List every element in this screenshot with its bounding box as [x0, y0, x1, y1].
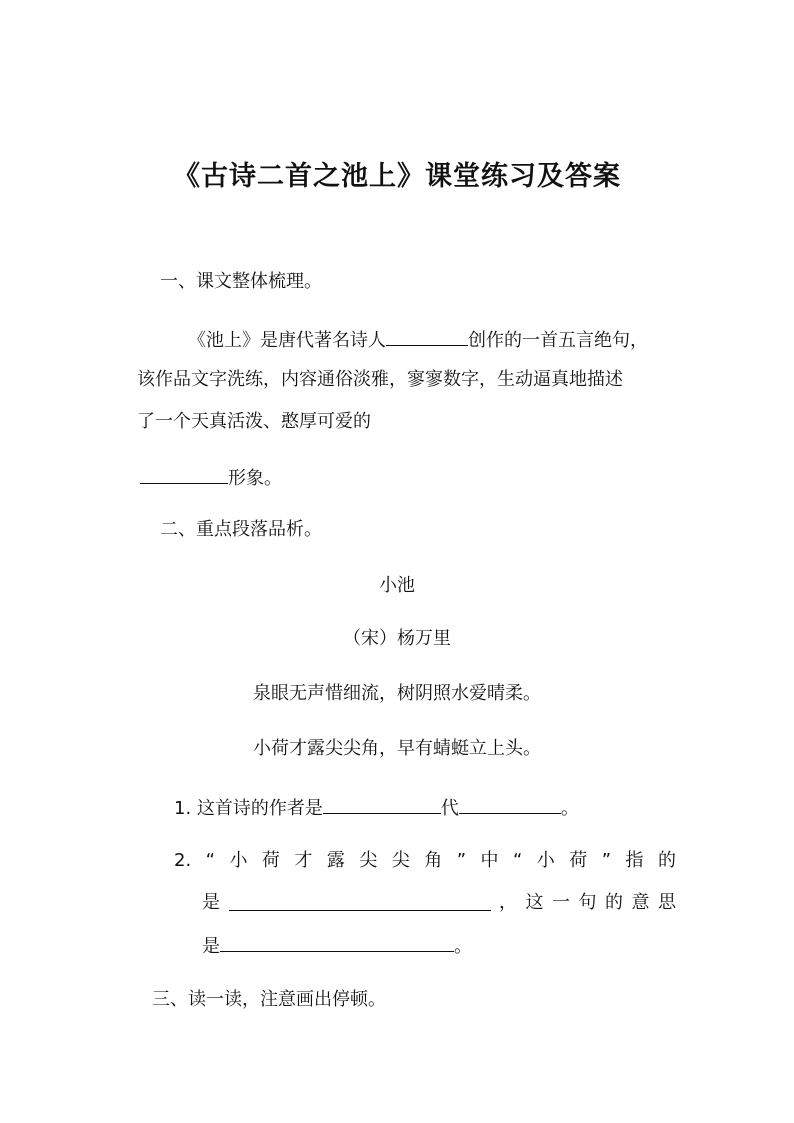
question-2-char: 意	[631, 892, 650, 913]
question-2-char: 荷	[261, 850, 280, 871]
question-2-char: 尖	[359, 850, 378, 871]
poem-title: 小池	[379, 575, 415, 596]
question-2-char: “	[205, 850, 215, 871]
answer-blank-dynasty[interactable]	[459, 794, 561, 814]
text-segment: 创作的一首五言绝句，	[468, 330, 648, 351]
text-segment: 。	[454, 936, 472, 957]
question-2-char: 才	[294, 850, 313, 871]
question-2-char: 的	[605, 892, 623, 913]
text-segment: 是	[202, 936, 220, 957]
page-title: 《古诗二首之池上》课堂练习及答案	[173, 161, 621, 192]
text-segment: 《池上》是唐代著名诗人	[188, 330, 386, 351]
question-2-char: 指	[625, 850, 644, 871]
question-2-char: 小	[536, 850, 555, 871]
answer-blank-author[interactable]	[323, 794, 441, 814]
section1-paragraph-line1	[188, 326, 648, 353]
section2-heading: 二、重点段落品析。	[160, 519, 322, 540]
section1-heading: 一、课文整体梳理。	[160, 271, 322, 292]
question-2-char: 荷	[569, 850, 588, 871]
question-2-line2	[202, 891, 676, 915]
text-segment: 形象。	[228, 468, 282, 489]
question-2-char: 思	[658, 892, 676, 913]
answer-blank-meaning[interactable]	[220, 932, 454, 952]
question-2-char: 角	[424, 850, 443, 871]
text-segment: 1. 这首诗的作者是	[174, 798, 323, 819]
question-2-char: “	[513, 850, 523, 871]
poem-line-1: 泉眼无声惜细流，树阴照水爱晴柔。	[253, 683, 541, 704]
answer-blank-poet[interactable]	[386, 326, 468, 346]
poem-line-2: 小荷才露尖尖角，早有蜻蜓立上头。	[253, 738, 541, 759]
question-2-char: 中	[480, 850, 499, 871]
question-2-char: ”	[456, 850, 467, 871]
question-2-line1	[174, 849, 676, 873]
text-segment: 是	[202, 892, 220, 913]
question-2-char: 的	[658, 850, 676, 871]
question-2-char: 尖	[391, 850, 410, 871]
question-2-line3	[202, 932, 472, 959]
question-2-char: ，	[499, 892, 517, 913]
answer-blank-image[interactable]	[140, 464, 228, 484]
text-segment: 代	[440, 798, 459, 819]
answer-blank-xiaohe[interactable]	[229, 891, 491, 911]
poem-author: （宋）杨万里	[343, 628, 451, 649]
question-1	[174, 794, 579, 821]
question-2-char: 小	[229, 850, 248, 871]
question-number: 2.	[174, 850, 192, 871]
question-2-char: 句	[578, 892, 597, 913]
question-2-char: 露	[326, 850, 345, 871]
question-2-char: 一	[552, 892, 570, 913]
question-2-char: ”	[601, 850, 612, 871]
text-segment: 。	[560, 798, 579, 819]
section1-paragraph-line4	[140, 464, 282, 491]
question-2-char: 这	[525, 892, 544, 913]
section3-heading: 三、读一读，注意画出停顿。	[152, 989, 386, 1010]
section1-paragraph-line3: 了一个天真活泼、憨厚可爱的	[137, 411, 371, 432]
section1-paragraph-line2: 该作品文字洗练，内容通俗淡雅，寥寥数字，生动逼真地描述	[137, 369, 623, 390]
